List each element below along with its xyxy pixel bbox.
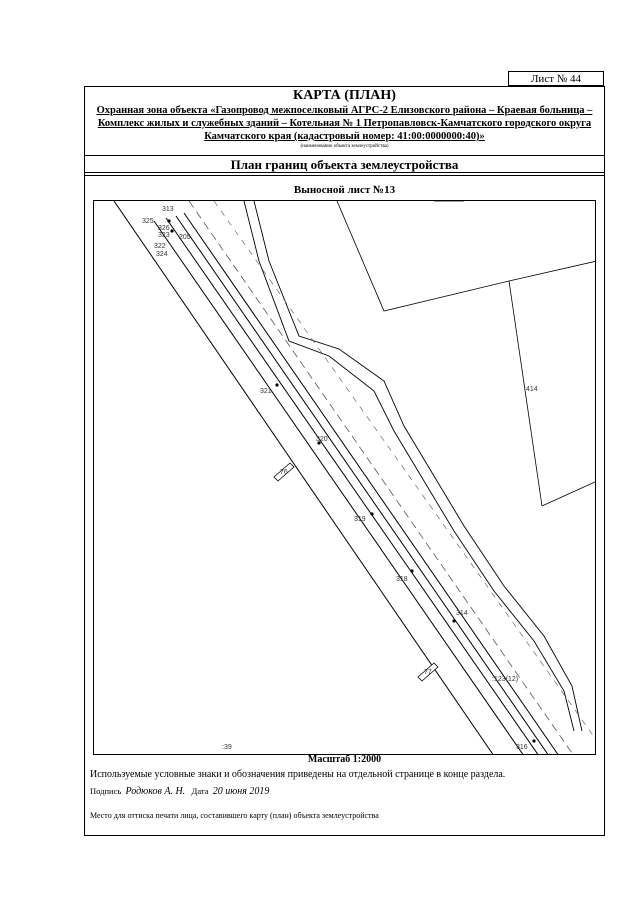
- point-label: 323: [158, 232, 170, 239]
- parcel-line: [542, 481, 596, 506]
- survey-points: [167, 219, 535, 742]
- sub-sheet-title: Выносной лист №13: [293, 184, 396, 196]
- parcel-boundaries: [337, 201, 596, 506]
- plan-title: План границ объекта землеустройства: [230, 157, 459, 172]
- point-label: 318: [396, 576, 408, 583]
- point-marker: [167, 219, 170, 222]
- legend-note: Используемые условные знаки и обозначения приведены на отдельной странице в конце раздела.: [90, 769, 506, 780]
- point-marker: [452, 619, 455, 622]
- point-label: 316: [516, 744, 528, 751]
- point-label: 321: [260, 388, 272, 395]
- signature-name: Родюков А. Н.: [125, 786, 186, 797]
- point-marker: [370, 512, 373, 515]
- point-marker: [275, 383, 278, 386]
- map-area: [93, 200, 596, 755]
- point-label: 205: [179, 234, 191, 241]
- point-marker: [410, 569, 413, 572]
- sheet-number: Лист № 44: [508, 71, 604, 86]
- point-label: 325: [142, 218, 154, 225]
- arrow-label: 76: [280, 469, 288, 476]
- map-drawing: [94, 201, 596, 755]
- object-name: Охранная зона объекта «Газопровод межпоселковый АГРС-2 Елизовского района – Краевая больница – Комплекс жилых и служебных зданий – Котельная № 1 Петропавловск-Камчатского городского округа Камчатского края (кадастровый номер: 41:00:0000000:40)»: [96, 105, 593, 142]
- direction-arrow: [274, 463, 294, 481]
- parcel-label: :39: [222, 744, 232, 751]
- map-scale: Масштаб 1:2000: [307, 754, 382, 765]
- date-value: 20 июня 2019: [212, 786, 270, 797]
- object-caption: (наименование объекта землеустройства): [300, 144, 389, 149]
- point-label: 313: [162, 206, 174, 213]
- point-label: 314: [456, 610, 468, 617]
- point-marker: [170, 229, 173, 232]
- parcel-line: [509, 281, 542, 506]
- parcel-label: :414: [524, 386, 538, 393]
- map-title: КАРТА (ПЛАН): [293, 88, 396, 103]
- stamp-place: Место для оттиска печати лица, составившего карту (план) объекта землеустройства: [90, 811, 379, 820]
- point-label: 326: [158, 225, 170, 232]
- pipeline-corridor: [114, 201, 559, 755]
- point-label: 320: [316, 436, 328, 443]
- divider: [84, 155, 605, 156]
- point-marker: [532, 739, 535, 742]
- road-boundary: [244, 201, 582, 731]
- arrow-label: 77: [424, 669, 432, 676]
- point-label: 319: [354, 516, 366, 523]
- parcel-label: :123(12): [492, 676, 519, 683]
- sign-label: Подпись: [90, 786, 122, 796]
- point-label: 322: [154, 243, 166, 250]
- direction-arrow: [418, 663, 438, 681]
- protection-zone-line: [214, 201, 596, 741]
- date-label: Дата: [191, 786, 209, 796]
- signature-line: [90, 786, 269, 797]
- divider: [84, 175, 605, 176]
- point-label: 324: [156, 251, 168, 258]
- protection-zone-line: [189, 201, 574, 755]
